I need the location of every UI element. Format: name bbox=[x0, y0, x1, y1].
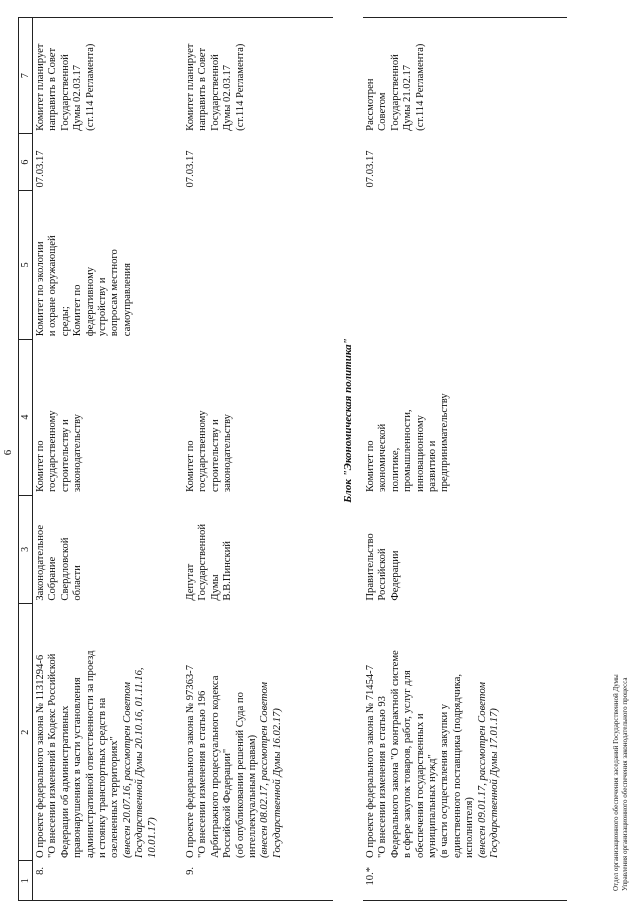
committee-line: Комитет по bbox=[35, 440, 46, 493]
bill-line: "О внесении изменения в статью 93 bbox=[377, 696, 389, 858]
bill-line: Арбитражного процессуального кодекса bbox=[209, 675, 221, 858]
plan-line: (ст.114 Регламента) bbox=[414, 43, 426, 131]
bills-table bbox=[18, 17, 567, 901]
co-committee-line: и охране окружающей bbox=[47, 235, 59, 337]
bill-line: (в части осуществления закупки у bbox=[439, 703, 451, 858]
plan-note bbox=[33, 18, 184, 134]
committee-line: строительству и bbox=[59, 419, 71, 493]
committee-line: Комитет по bbox=[185, 440, 196, 493]
co-committee-line: среды; bbox=[59, 306, 71, 337]
bill-description bbox=[183, 604, 333, 861]
co-committee-line: Комитет по bbox=[72, 284, 84, 337]
committee-line: законодательству bbox=[72, 414, 84, 493]
plan-note bbox=[363, 18, 567, 134]
plan-line: Советом bbox=[377, 92, 389, 131]
initiator-line: Федерации bbox=[389, 550, 401, 601]
row-number: 10.* bbox=[363, 861, 567, 901]
responsible-committee bbox=[363, 339, 567, 495]
bill-line: О проекте федерального закона № 97363-7 bbox=[185, 664, 196, 858]
footer-line: Управления организационного обеспечения законодательного процесса bbox=[621, 677, 629, 891]
initiator bbox=[363, 495, 567, 604]
bill-note: 10.01.17) bbox=[146, 817, 158, 858]
initiator-line: Свердловской bbox=[59, 537, 71, 601]
initiator-line: Депутат bbox=[185, 563, 196, 601]
initiator-line: Российской bbox=[377, 548, 389, 601]
table-row bbox=[33, 18, 184, 901]
bill-line: (об опубликовании решений Суда по bbox=[234, 692, 246, 858]
column-number: 6 bbox=[19, 134, 33, 191]
plan-line: направить в Совет bbox=[47, 47, 59, 131]
block-heading-row bbox=[333, 18, 363, 901]
committee-line: предпринимательству bbox=[439, 393, 451, 493]
bill-line: Федерального закона "О контрактной системе bbox=[389, 650, 401, 858]
bill-note: Государственной Думы 17.01.17) bbox=[488, 708, 500, 858]
bill-line: обеспечения государственных и bbox=[414, 713, 426, 858]
bill-line: и стоянку транспортных средств на bbox=[96, 697, 108, 858]
plan-line: Государственной bbox=[389, 54, 401, 131]
initiator-line: Правительство bbox=[365, 533, 376, 601]
column-number: 4 bbox=[19, 339, 33, 495]
bill-line: О проекте федерального закона № 71454-7 bbox=[365, 664, 376, 858]
bill-line: единственного поставщика (подрядчика, bbox=[451, 674, 463, 858]
committee-line: Комитет по bbox=[365, 440, 376, 493]
bill-line: исполнителя) bbox=[464, 797, 476, 858]
responsible-committee bbox=[33, 339, 184, 495]
plan-line: Государственной bbox=[209, 54, 221, 131]
committee-line: законодательству bbox=[222, 414, 234, 493]
plan-line: направить в Совет bbox=[197, 47, 209, 131]
initiator-line: области bbox=[72, 565, 84, 601]
committee-line: государственному bbox=[197, 410, 209, 493]
plan-line: (ст.114 Регламента) bbox=[84, 43, 96, 131]
bill-description bbox=[33, 604, 184, 861]
bill-note: (внесен 20.07.16, рассмотрен Советом bbox=[121, 681, 133, 858]
bill-note: (внесен 09.01.17, рассмотрен Советом bbox=[476, 681, 488, 858]
plan-note bbox=[183, 18, 333, 134]
bill-line: Федерации об административных bbox=[59, 705, 71, 858]
initiator-line: Законодательное bbox=[35, 524, 46, 601]
co-executor-committees bbox=[183, 190, 333, 339]
bill-line: "О внесении изменений в Кодекс Российской bbox=[47, 653, 59, 858]
bill-line: О проекте федерального закона № 1131294-6 bbox=[35, 654, 46, 858]
bill-line: административной ответственности за проезд bbox=[84, 650, 96, 858]
committee-line: строительству и bbox=[209, 419, 221, 493]
bill-line: муниципальных нужд" bbox=[426, 754, 438, 858]
co-executor-committees bbox=[363, 190, 567, 339]
column-number: 2 bbox=[19, 604, 33, 861]
plan-line: Комитет планирует bbox=[35, 43, 46, 131]
committee-line: политике, bbox=[389, 447, 401, 493]
bill-line: "О внесении изменения в статью 196 bbox=[197, 690, 209, 858]
plan-line: Думы 02.03.17 bbox=[72, 64, 84, 131]
table-row bbox=[183, 18, 333, 901]
co-committee-line: устройству и bbox=[96, 277, 108, 337]
co-committee-line: федеративному bbox=[84, 266, 96, 337]
bill-line: Российской Федерации" bbox=[222, 748, 234, 858]
co-committee-line: вопросам местного bbox=[109, 249, 121, 337]
table-row bbox=[363, 18, 567, 901]
date: 07.03.17 bbox=[365, 150, 376, 188]
co-committee-line: Комитет по экологии bbox=[35, 241, 46, 337]
plan-line: Думы 21.02.17 bbox=[402, 64, 414, 131]
initiator-line: Собрание bbox=[47, 556, 59, 601]
row-number: 9. bbox=[183, 861, 333, 901]
column-number: 3 bbox=[19, 495, 33, 604]
initiator bbox=[183, 495, 333, 604]
bill-line: озелененных территориях" bbox=[109, 736, 121, 858]
column-number-row bbox=[19, 18, 33, 901]
column-number: 1 bbox=[19, 861, 33, 901]
footer-department bbox=[612, 391, 630, 891]
bill-line: правонарушениях в части установления bbox=[72, 677, 84, 858]
plan-line: Государственной bbox=[59, 54, 71, 131]
committee-line: инновационному bbox=[414, 415, 426, 493]
committee-line: государственному bbox=[47, 410, 59, 493]
committee-line: экономической bbox=[377, 423, 389, 493]
responsible-committee bbox=[183, 339, 333, 495]
plan-line: Рассмотрен bbox=[365, 78, 376, 131]
initiator-line: В.В.Пинский bbox=[222, 541, 234, 601]
co-committee-line: самоуправления bbox=[121, 263, 133, 337]
block-title: Блок "Экономическая политика" bbox=[341, 338, 354, 503]
bill-note: (внесен 08.02.17, рассмотрен Советом bbox=[259, 681, 271, 858]
bill-line: интеллектуальным правам) bbox=[246, 734, 258, 858]
footer-line: Отдел организационного обеспечения заседаний Государственной Думы bbox=[612, 674, 620, 891]
committee-line: развитию и bbox=[426, 440, 438, 493]
column-number: 5 bbox=[19, 190, 33, 339]
row-number: 8. bbox=[33, 861, 184, 901]
committee-line: промышленности, bbox=[402, 409, 414, 493]
column-number: 7 bbox=[19, 18, 33, 134]
plan-line: Думы 02.03.17 bbox=[222, 64, 234, 131]
initiator bbox=[33, 495, 184, 604]
date: 07.03.17 bbox=[185, 150, 196, 188]
bill-note: Государственной Думы 16.02.17) bbox=[271, 708, 283, 858]
initiator-line: Государственной bbox=[197, 524, 209, 601]
initiator-line: Думы bbox=[209, 574, 221, 601]
bill-description bbox=[363, 604, 567, 861]
co-executor-committees bbox=[33, 190, 184, 339]
plan-line: Комитет планирует bbox=[185, 43, 196, 131]
plan-line: (ст.114 Регламента) bbox=[234, 43, 246, 131]
page-number: 6 bbox=[2, 449, 14, 456]
date: 07.03.17 bbox=[35, 150, 46, 188]
bill-note: Государственной Думы 20.10.16, 01.11.16, bbox=[134, 667, 146, 858]
bill-line: в сфере закупок товаров, работ, услуг для bbox=[402, 670, 414, 858]
